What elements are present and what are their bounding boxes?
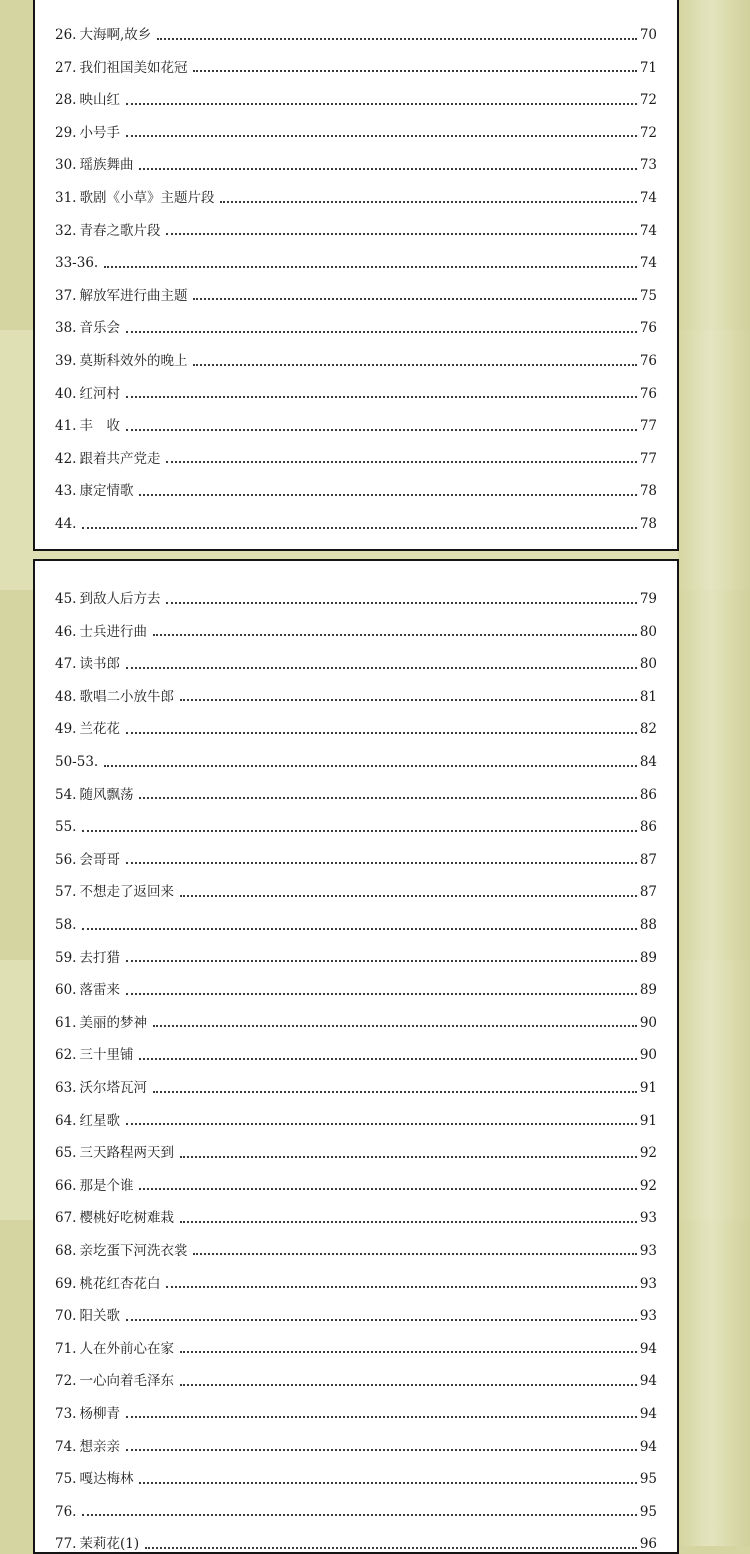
toc-entry-page-number: 74 [639,222,657,239]
toc-entry [55,704,657,737]
toc-entry [55,770,657,803]
toc-entry-page-number: 93 [639,1242,657,1259]
toc-entry [55,802,657,835]
toc-entry [55,998,657,1031]
toc-entry-page-number: 95 [639,1503,657,1520]
toc-entry-number: 70. [55,1308,77,1325]
toc-entry [55,10,657,43]
toc-entry-number: 38. [55,320,77,337]
toc-entry-page-number: 89 [639,949,657,966]
toc-entry-title: 那是个谁 [79,1177,134,1194]
toc-list-top [55,10,657,532]
toc-entry [55,1421,657,1454]
toc-entry-page-number: 71 [639,59,657,76]
toc-entry-page-number: 94 [639,1438,657,1455]
toc-entry-title: 歌剧《小草》主题片段 [79,190,215,207]
toc-entry-title: 落雷来 [79,982,120,999]
toc-entry-number: 67. [55,1210,77,1227]
toc-entry-page-number: 82 [639,721,657,738]
toc-entry-page-number: 87 [639,851,657,868]
toc-entry-page-number: 77 [639,450,657,467]
dot-leader [126,396,637,398]
toc-entry [55,108,657,141]
dot-leader [126,993,637,995]
toc-entry [55,737,657,770]
toc-entry-number: 61. [55,1014,77,1031]
toc-page-bottom [33,559,679,1554]
toc-entry-page-number: 86 [639,786,657,803]
dot-leader [104,765,637,767]
toc-entry-title: 青春之歌片段 [79,222,161,239]
toc-entry-page-number: 78 [639,483,657,500]
toc-entry-number: 64. [55,1112,77,1129]
toc-entry-title: 茉莉花(1) [79,1536,140,1553]
toc-list-bottom [55,574,657,1552]
toc-entry-title: 读书郎 [79,656,120,673]
toc-entry-number: 43. [55,483,77,500]
dot-leader [166,602,636,604]
dot-leader [126,429,637,431]
toc-entry [55,140,657,173]
dot-leader [126,862,637,864]
toc-entry-page-number: 84 [639,754,657,771]
toc-entry-page-number: 95 [639,1471,657,1488]
toc-entry-number: 76. [55,1503,77,1520]
toc-entry-page-number: 91 [639,1112,657,1129]
toc-entry-title: 一心向着毛泽东 [79,1373,174,1390]
dot-leader [82,928,636,930]
dot-leader [180,895,637,897]
toc-entry-page-number: 93 [639,1210,657,1227]
toc-entry-number: 56. [55,851,77,868]
toc-entry-number: 68. [55,1242,77,1259]
dot-leader [193,1253,636,1255]
toc-entry-page-number: 86 [639,819,657,836]
dot-leader [82,527,636,529]
toc-entry-page-number: 75 [639,287,657,304]
toc-entry [55,466,657,499]
dot-leader [126,103,637,105]
dot-leader [139,1058,636,1060]
toc-entry-number: 57. [55,884,77,901]
toc-entry [55,1519,657,1552]
toc-entry-title: 兰花花 [79,721,120,738]
toc-entry-page-number: 90 [639,1014,657,1031]
toc-entry-number: 49. [55,721,77,738]
toc-entry [55,900,657,933]
dot-leader [193,70,636,72]
toc-entry-number: 71. [55,1340,77,1357]
dot-leader [82,830,636,832]
dot-leader [126,331,637,333]
toc-entry-title: 不想走了返回来 [79,884,174,901]
toc-entry [55,1291,657,1324]
toc-entry-number: 37. [55,287,77,304]
toc-entry-page-number: 91 [639,1080,657,1096]
dot-leader [157,38,637,40]
toc-entry [55,1454,657,1487]
toc-entry-number: 40. [55,385,77,402]
toc-entry [55,965,657,998]
toc-entry [55,1161,657,1194]
dot-leader [166,233,636,235]
toc-entry [55,1389,657,1422]
toc-entry-number: 27. [55,59,77,76]
toc-entry-page-number: 72 [639,124,657,141]
dot-leader [139,494,636,496]
toc-entry-number: 77. [55,1536,77,1553]
dot-leader [153,1025,637,1027]
toc-entry [55,1096,657,1129]
toc-entry-title: 沃尔塔瓦河 [79,1080,147,1096]
toc-entry [55,1128,657,1161]
toc-entry-number: 60. [55,982,77,999]
toc-entry-number: 73. [55,1405,77,1422]
toc-entry-number: 29. [55,124,77,141]
toc-entry-title: 我们祖国美如花冠 [79,59,188,76]
toc-entry [55,238,657,271]
toc-entry [55,499,657,532]
dot-leader [193,364,636,366]
toc-entry-title: 小号手 [79,124,120,141]
toc-entry-number: 28. [55,92,77,109]
toc-entry-title: 红星歌 [79,1112,120,1129]
toc-entry [55,1487,657,1520]
dot-leader [193,298,636,300]
toc-entry-page-number: 76 [639,353,657,370]
toc-entry [55,1193,657,1226]
toc-entry [55,75,657,108]
toc-entry-number: 50-53. [55,754,99,771]
dot-leader [126,1123,637,1125]
toc-entry-title: 跟着共产党走 [79,450,161,467]
toc-entry-page-number: 72 [639,92,657,109]
toc-entry-page-number: 89 [639,982,657,999]
dot-leader [153,634,637,636]
toc-entry-number: 46. [55,623,77,640]
toc-entry-title: 解放军进行曲主题 [79,287,188,304]
toc-entry [55,607,657,640]
toc-entry-page-number: 81 [639,688,657,705]
toc-entry-title: 大海啊,故乡 [79,27,152,44]
dot-leader [139,797,636,799]
toc-entry-page-number: 92 [639,1145,657,1162]
dot-leader [180,1156,637,1158]
toc-entry-number: 32. [55,222,77,239]
toc-entry-page-number: 93 [639,1275,657,1292]
toc-entry-title: 士兵进行曲 [79,623,147,640]
toc-entry-page-number: 76 [639,385,657,402]
toc-entry-title: 亲圪蛋下河洗衣裳 [79,1242,188,1259]
toc-entry [55,835,657,868]
toc-entry [55,336,657,369]
toc-entry-title: 音乐会 [79,320,120,337]
toc-entry [55,206,657,239]
toc-entry-title: 美丽的梦神 [79,1014,147,1031]
dot-leader [166,461,636,463]
toc-entry [55,1258,657,1291]
toc-entry-page-number: 92 [639,1177,657,1194]
toc-entry-title: 杨柳青 [79,1405,120,1422]
toc-entry-number: 39. [55,353,77,370]
toc-entry-page-number: 70 [639,27,657,44]
dot-leader [126,1416,637,1418]
dot-leader [126,667,637,669]
toc-entry-page-number: 80 [639,623,657,640]
toc-entry-title: 映山红 [79,92,120,109]
toc-entry-number: 48. [55,688,77,705]
toc-entry [55,1030,657,1063]
toc-entry-page-number: 73 [639,157,657,174]
toc-entry-number: 74. [55,1438,77,1455]
dot-leader [139,168,636,170]
toc-entry-page-number: 88 [639,917,657,934]
toc-entry-number: 59. [55,949,77,966]
dot-leader [139,1482,636,1484]
toc-entry [55,639,657,672]
toc-entry-title: 嘎达梅林 [79,1471,134,1488]
toc-entry-title: 想亲亲 [79,1438,120,1455]
toc-entry [55,867,657,900]
toc-entry-page-number: 93 [639,1308,657,1325]
dot-leader [166,1286,636,1288]
toc-entry-number: 75. [55,1471,77,1488]
dot-leader [126,732,637,734]
toc-entry [55,1356,657,1389]
toc-entry-number: 42. [55,450,77,467]
toc-entry-title: 康定情歌 [79,483,134,500]
dot-leader [126,1319,637,1321]
dot-leader [104,266,637,268]
toc-entry-page-number: 74 [639,255,657,272]
toc-entry-page-number: 94 [639,1340,657,1357]
toc-entry-title: 阳关歌 [79,1308,120,1325]
toc-entry-number: 66. [55,1177,77,1194]
toc-entry-page-number: 74 [639,190,657,207]
toc-entry-title: 随风飘荡 [79,786,134,803]
toc-entry-title: 人在外前心在家 [79,1340,174,1357]
toc-entry-number: 65. [55,1145,77,1162]
toc-entry [55,434,657,467]
toc-entry-page-number: 94 [639,1373,657,1390]
dot-leader [82,1514,636,1516]
toc-entry-number: 62. [55,1047,77,1064]
toc-entry [55,303,657,336]
toc-entry [55,401,657,434]
dot-leader [153,1091,637,1093]
toc-entry-number: 31. [55,190,77,207]
dot-leader [180,1351,637,1353]
toc-entry-title: 歌唱二小放牛郎 [79,688,174,705]
dot-leader [126,960,637,962]
toc-entry-title: 去打猎 [79,949,120,966]
toc-entry-number: 47. [55,656,77,673]
dot-leader [220,201,636,203]
toc-entry [55,574,657,607]
dot-leader [139,1188,636,1190]
toc-entry-number: 54. [55,786,77,803]
toc-entry-page-number: 94 [639,1405,657,1422]
dot-leader [180,1384,637,1386]
toc-entry-title: 丰 收 [79,418,120,435]
toc-entry-number: 45. [55,591,77,608]
toc-entry-page-number: 87 [639,884,657,901]
toc-entry-page-number: 80 [639,656,657,673]
toc-entry-number: 33-36. [55,255,99,272]
toc-entry-number: 26. [55,27,77,44]
toc-entry-page-number: 78 [639,516,657,532]
toc-entry [55,173,657,206]
background-edge [678,0,750,1546]
toc-entry-title: 三十里铺 [79,1047,134,1064]
dot-leader [126,1449,637,1451]
toc-entry-title: 红河村 [79,385,120,402]
toc-entry-number: 72. [55,1373,77,1390]
toc-entry [55,1226,657,1259]
toc-entry [55,1063,657,1096]
toc-entry-page-number: 90 [639,1047,657,1064]
toc-entry [55,43,657,76]
toc-entry-number: 44. [55,516,77,532]
dot-leader [180,699,637,701]
toc-entry-number: 69. [55,1275,77,1292]
toc-entry-title: 三天路程两天到 [79,1145,174,1162]
toc-page-top [33,0,679,551]
toc-entry-number: 30. [55,157,77,174]
toc-entry-page-number: 79 [639,591,657,608]
toc-entry [55,369,657,402]
dot-leader [126,135,637,137]
toc-entry-page-number: 77 [639,418,657,435]
toc-entry [55,271,657,304]
toc-entry [55,1324,657,1357]
toc-entry-title: 莫斯科效外的晚上 [79,353,188,370]
toc-entry-title: 桃花红杏花白 [79,1275,161,1292]
toc-entry-number: 41. [55,418,77,435]
toc-entry-title: 瑶族舞曲 [79,157,134,174]
toc-entry-page-number: 76 [639,320,657,337]
toc-entry-number: 63. [55,1080,77,1096]
toc-entry-title: 会哥哥 [79,851,120,868]
toc-entry-title: 樱桃好吃树难栽 [79,1210,174,1227]
dot-leader [145,1547,637,1549]
toc-entry [55,933,657,966]
dot-leader [180,1221,637,1223]
toc-entry-number: 55. [55,819,77,836]
toc-entry-title: 到敌人后方去 [79,591,161,608]
toc-entry-number: 58. [55,917,77,934]
toc-entry-page-number: 96 [639,1536,657,1553]
toc-entry [55,672,657,705]
